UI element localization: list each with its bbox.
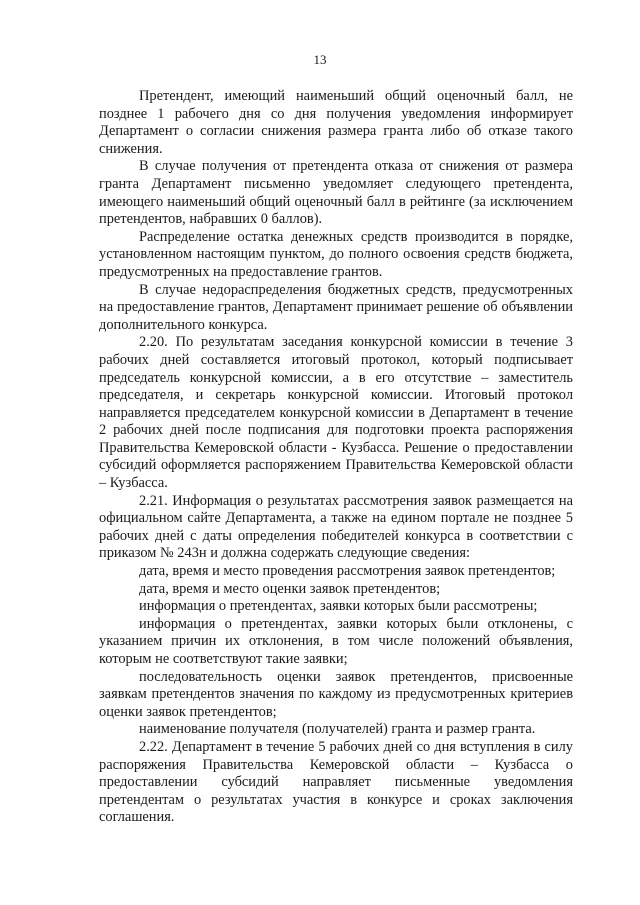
paragraph: 2.22. Департамент в течение 5 рабочих дней со дня вступления в силу распоряжения Правительства Кемеровской области – Кузбасса о предоставлении субсидий направляет письменные уведомления претендентам о результатах участия в конкурсе и сроках заключения соглашения. [99,738,573,826]
list-item: наименование получателя (получателей) гранта и размер гранта. [139,721,536,738]
paragraph: В случае недораспределения бюджетных средств, предусмотренных на предоставление грантов, Департамент принимает решение об объявлении дополнительного конкурса. [99,281,573,333]
paragraph: Распределение остатка денежных средств производится в порядке, установленном настоящим пунктом, до полного освоения средств бюджета, предусмотренных на предоставление грантов. [99,228,573,280]
page-number: 13 [313,52,327,67]
paragraph: В случае получения от претендента отказа от снижения от размера гранта Департамент письменно уведомляет следующего претендента, имеющего наименьший общий оценочный балл в рейтинге (за исключением претендентов, набравших 0 баллов). [99,158,573,228]
paragraph: Претендент, имеющий наименьший общий оценочный балл, не позднее 1 рабочего дня со дня получения уведомления информирует Департамент о согласии снижения размера гранта либо об отказе такого снижения. [99,88,573,157]
paragraph: 2.20. По результатам заседания конкурсной комиссии в течение 3 рабочих дней составляется итоговый протокол, который подписывает председатель конкурсной комиссии, а в его отсутствие – заместитель председателя, и секретарь конкурсной комиссии. Итоговый протокол направляется председателем конкурсной комиссии в Департамент в течение 2 рабочих дней после подписания для подготовки проекта распоряжения Правительства Кемеровской области - Кузбасса. Решение о предоставлении субсидий оформляется распоряжением Правительства Кемеровской области – Кузбасса. [99,334,573,492]
list-item: дата, время и место проведения рассмотрения заявок претендентов; [139,563,556,580]
document-body [99,88,573,827]
list-item: дата, время и место оценки заявок претендентов; [139,580,441,597]
list-item: информация о претендентах, заявки которых были рассмотрены; [139,598,538,615]
paragraph: 2.21. Информация о результатах рассмотрения заявок размещается на официальном сайте Департамента, а также на едином портале не позднее 5 рабочих дней с даты определения победителей конкурса в соответствии с приказом № 243н и должна содержать следующие сведения: [99,492,573,562]
list-item: информация о претендентах, заявки которых были отклонены, с указанием причин их отклонения, в том числе положений объявления, которым не соответствуют такие заявки; [99,615,573,667]
list-item: последовательность оценки заявок претендентов, присвоенные заявкам претендентов значения по каждому из предусмотренных критериев оценки заявок претендентов; [99,668,573,720]
